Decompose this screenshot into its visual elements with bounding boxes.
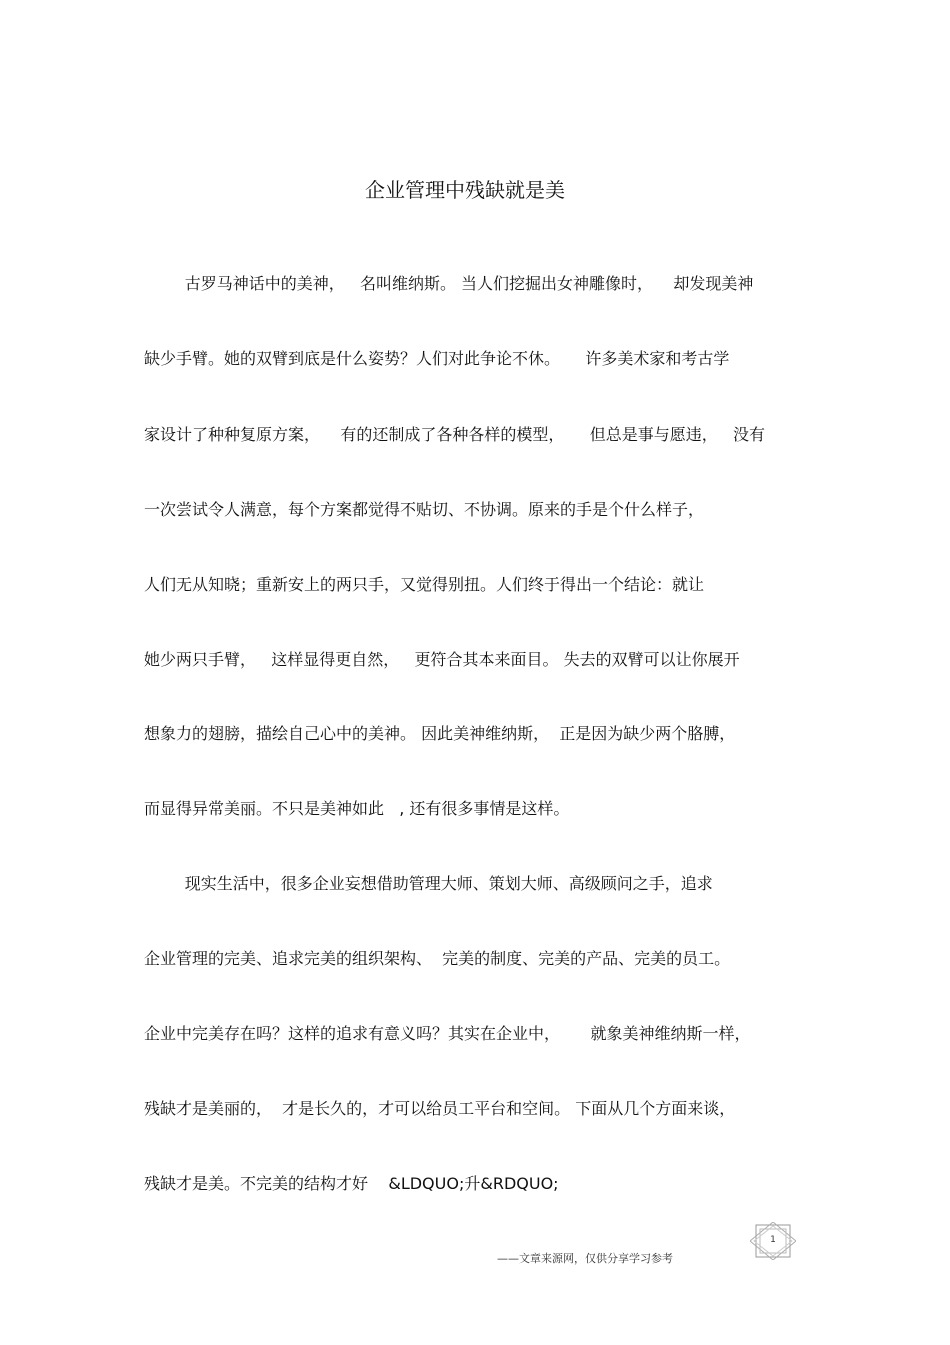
text-line: 一次尝试令人满意，每个方案都觉得不贴切、不协调。原来的手是个什么样子， [144,500,705,519]
text-line: 想象力的翅膀，描绘自己心中的美神。 因此美神维纳斯， 正是因为缺少两个胳膊， [144,724,736,743]
text-line: 残缺才是美。不完美的结构才好 &LDQUO;升&RDQUO; [144,1174,559,1193]
text-line: 企业中完美存在吗？这样的追求有意义吗？其实在企业中， 就象美神维纳斯一样， [144,1024,751,1043]
text-line: 人们无从知晓；重新安上的两只手，又觉得别扭。人们终于得出一个结论：就让 [144,575,705,594]
text-line: 企业管理的完美、追求完美的组织架构、 完美的制度、完美的产品、完美的员工。 [144,949,731,968]
footer-source-note: ——文章来源网，仅供分享学习参考 [497,1252,673,1265]
text-line: 古罗马神话中的美神， 名叫维纳斯。 当人们挖掘出女神雕像时， 却发现美神 [144,274,754,293]
text-line: 缺少手臂。她的双臂到底是什么姿势？人们对此争论不休。 许多美术家和考古学 [144,349,730,368]
text-line: 残缺才是美丽的， 才是长久的，才可以给员工平台和空间。 下面从几个方面来谈， [144,1099,736,1118]
text-line: 她少两只手臂， 这样显得更自然， 更符合其本来面目。 失去的双臂可以让你展开 [144,650,740,669]
text-line: 家设计了种种复原方案， 有的还制成了各种各样的模型， 但总是事与愿违， 没有 [144,425,766,444]
page-title: 企业管理中残缺就是美 [365,178,565,202]
text-line: 现实生活中，很多企业妄想借助管理大师、策划大师、高级顾问之手，追求 [144,874,713,893]
text-line: 而显得异常美丽。不只是美神如此 , 还有很多事情是这样。 [144,799,570,818]
page-number-badge [750,1222,796,1260]
page-number: 1 [770,1235,776,1245]
